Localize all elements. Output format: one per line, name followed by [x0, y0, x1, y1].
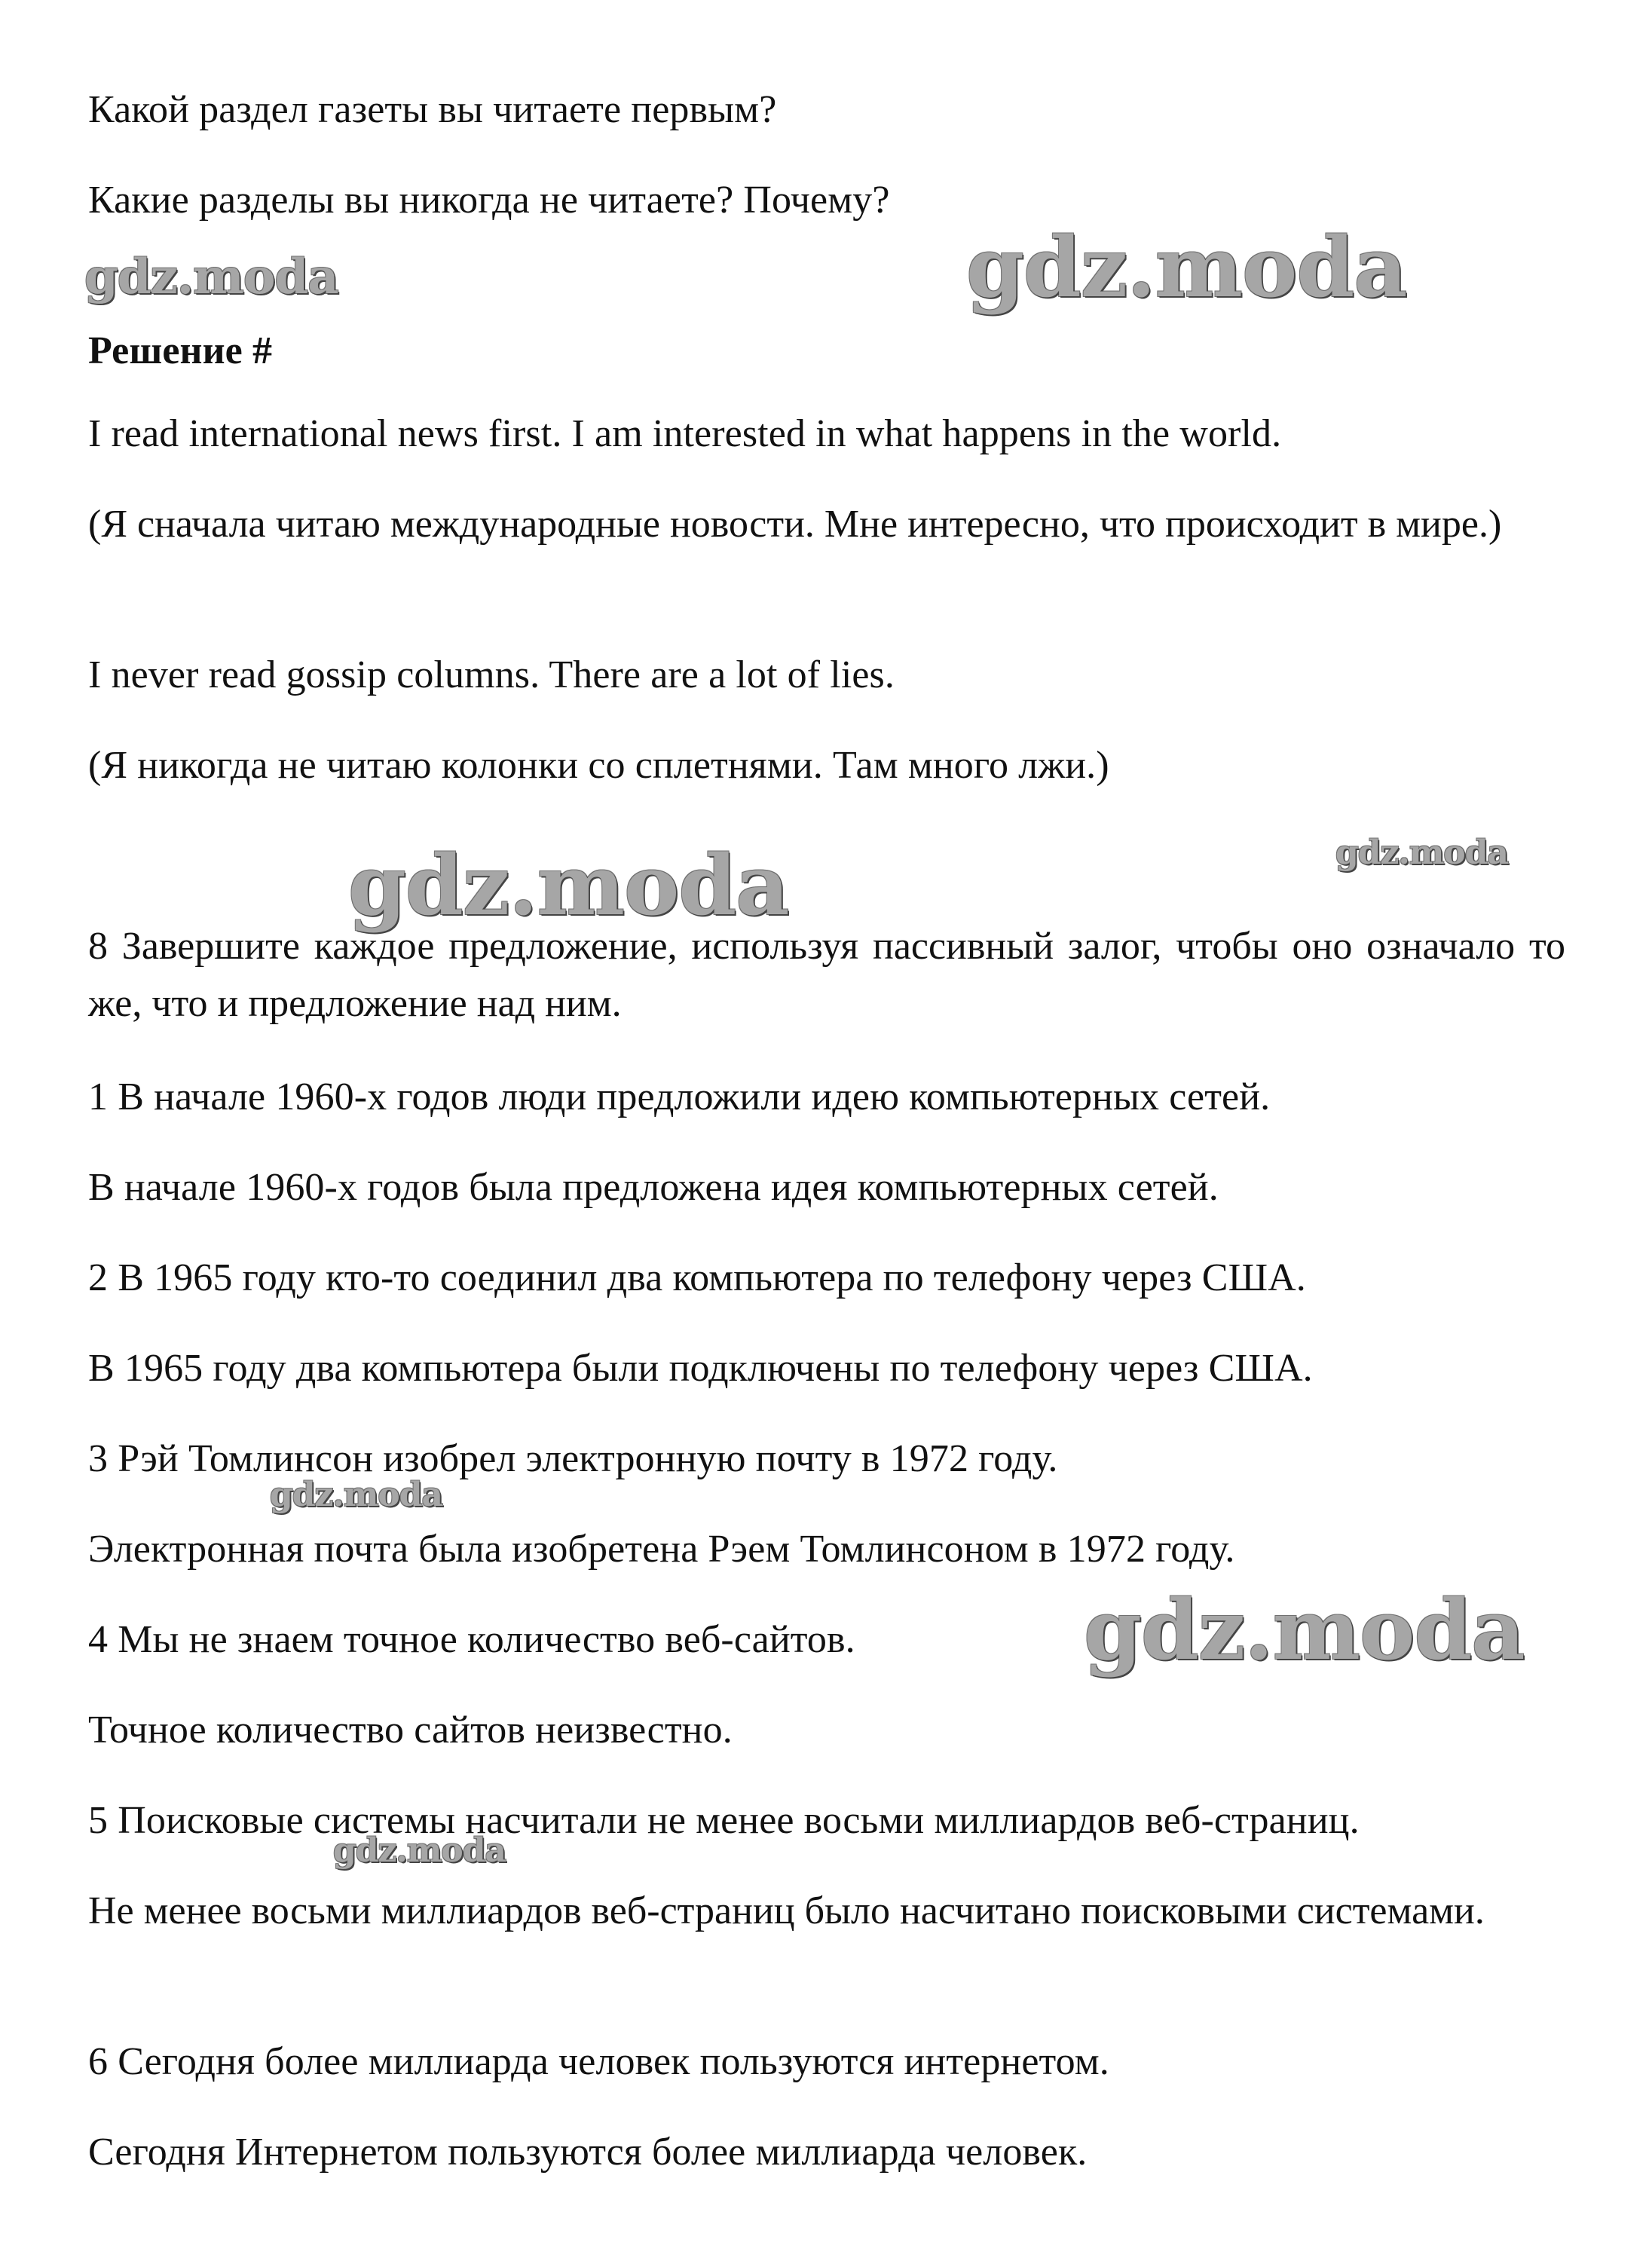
task-8-item-2-passive: В 1965 году два компьютера были подключены по телефону через США.	[88, 1347, 1313, 1390]
answer-2-russian: (Я никогда не читаю колонки со сплетнями. Там много лжи.)	[88, 744, 1109, 787]
watermark-logo: gdz.moda	[348, 837, 789, 934]
task-8-item-2-source: 2 В 1965 году кто-то соединил два компьютера по телефону через США.	[88, 1256, 1306, 1299]
watermark-logo: gdz.moda	[1335, 834, 1509, 872]
watermark-logo: gdz.moda	[333, 1831, 506, 1870]
question-never-read: Какие разделы вы никогда не читаете? Почему?	[88, 179, 890, 222]
task-8-item-6-source: 6 Сегодня более миллиарда человек пользуются интернетом.	[88, 2040, 1109, 2083]
answer-1-russian: (Я сначала читаю международные новости. Мне интересно, что происходит в мире.)	[88, 503, 1502, 546]
watermark-logo: gdz.moda	[1084, 1581, 1525, 1678]
question-first-section: Какой раздел газеты вы читаете первым?	[88, 88, 777, 131]
task-8-item-3-passive: Электронная почта была изобретена Рэем Томлинсоном в 1972 году.	[88, 1528, 1235, 1571]
answer-2-english: I never read gossip columns. There are a lot of lies.	[88, 653, 895, 696]
watermark-logo: gdz.moda	[270, 1476, 443, 1514]
task-8-item-4-passive: Точное количество сайтов неизвестно.	[88, 1709, 733, 1752]
watermark-logo: gdz.moda	[84, 249, 338, 305]
task-8-item-5-passive: Не менее восьми миллиардов веб-страниц было насчитано поисковыми системами.	[88, 1889, 1485, 1932]
watermark-logo: gdz.moda	[966, 219, 1407, 316]
solution-heading: Решение #	[88, 329, 273, 372]
task-8-item-4-source: 4 Мы не знаем точное количество веб-сайтов.	[88, 1618, 855, 1661]
task-8-item-5-source: 5 Поисковые системы насчитали не менее восьми миллиардов веб-страниц.	[88, 1799, 1360, 1842]
task-8-item-3-source: 3 Рэй Томлинсон изобрел электронную почту в 1972 году.	[88, 1437, 1058, 1480]
task-8-item-1-passive: В начале 1960-х годов была предложена идея компьютерных сетей.	[88, 1166, 1219, 1209]
answer-1-english: I read international news first. I am interested in what happens in the world.	[88, 412, 1282, 455]
task-8-item-6-passive: Сегодня Интернетом пользуются более миллиарда человек.	[88, 2131, 1088, 2174]
task-8-instruction: 8 Завершите каждое предложение, используя пассивный залог, чтобы оно означало то же, что и предложение над ним.	[88, 925, 1565, 1025]
task-8-item-1-source: 1 В начале 1960-х годов люди предложили идею компьютерных сетей.	[88, 1075, 1271, 1118]
